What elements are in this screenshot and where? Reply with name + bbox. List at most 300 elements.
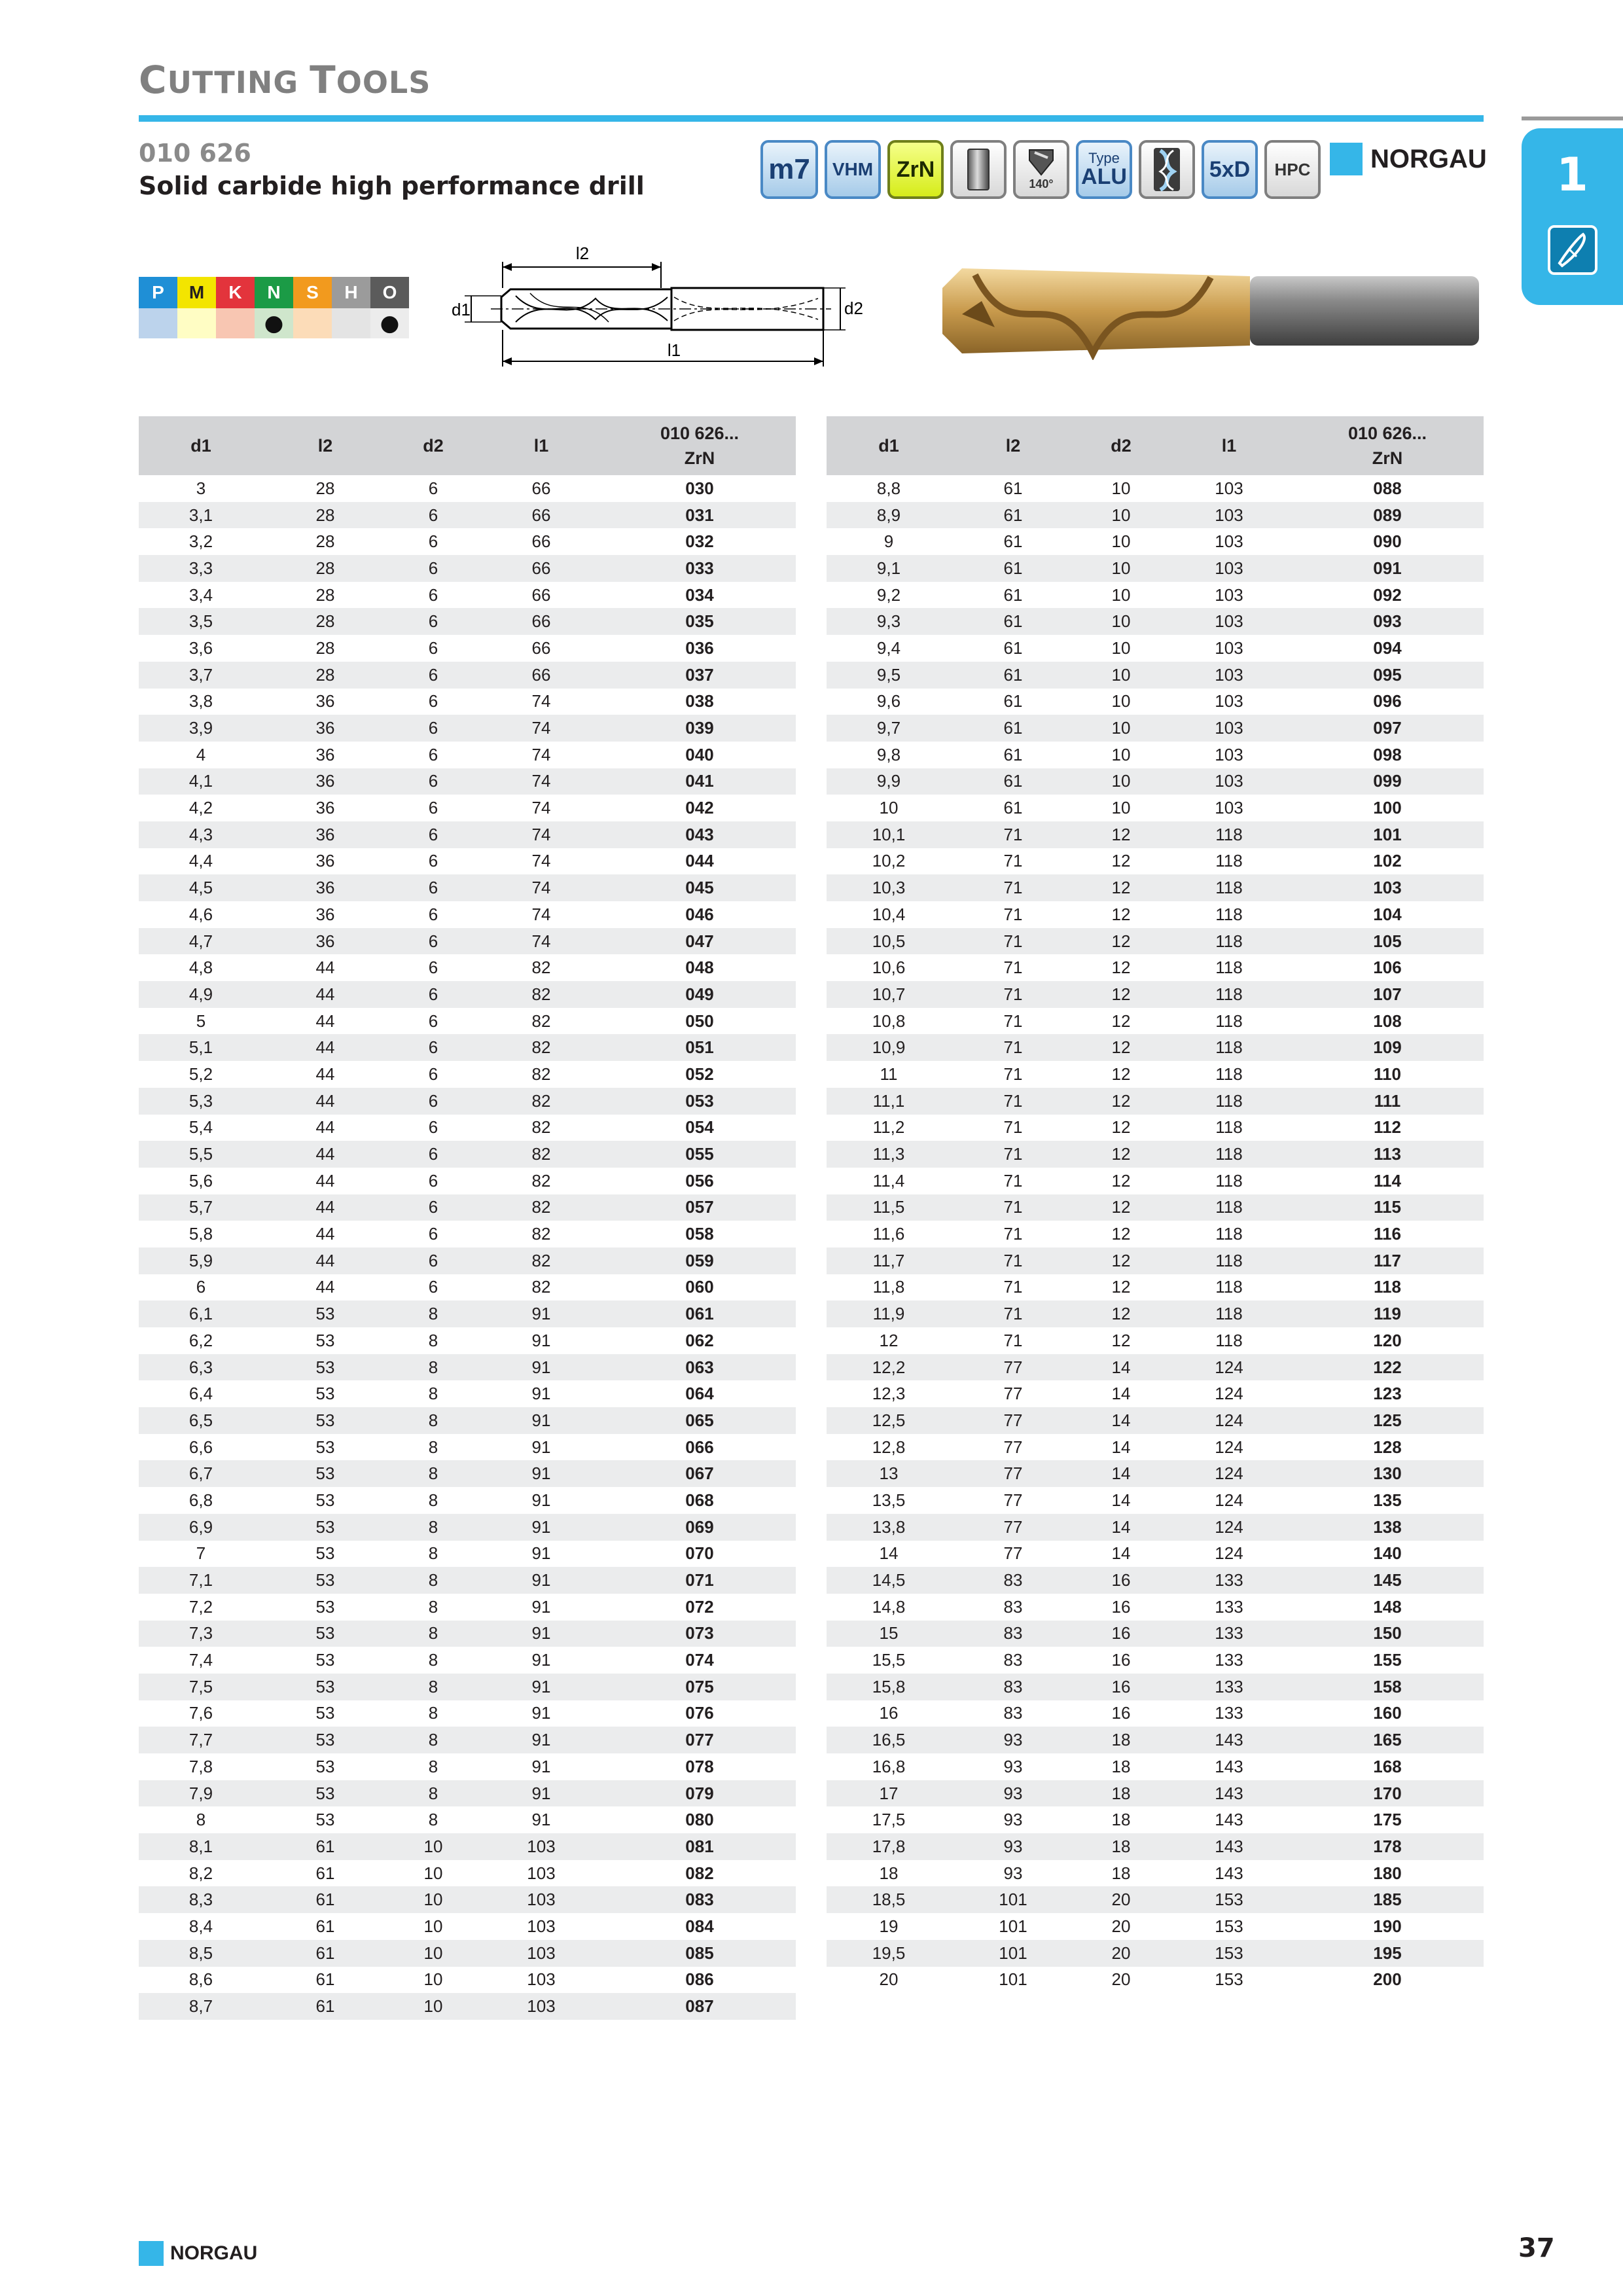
cell-d1: 8,4 bbox=[188, 1916, 213, 1936]
cell-d1: 4,5 bbox=[139, 874, 263, 901]
table-row bbox=[139, 848, 796, 875]
cell-l2: 36 bbox=[263, 874, 387, 901]
cell-d2: 16 bbox=[1075, 1674, 1167, 1700]
cell-l1: 66 bbox=[531, 637, 551, 658]
cell-l1: 103 bbox=[1215, 584, 1243, 605]
table-row bbox=[139, 1780, 796, 1807]
page-number: 37 bbox=[1518, 2233, 1555, 2263]
depth-badge: 5xD bbox=[1202, 140, 1258, 199]
cell-d1: 17,5 bbox=[872, 1810, 906, 1830]
cell-l2: 44 bbox=[315, 1064, 335, 1084]
table-row bbox=[827, 981, 1484, 1008]
cell-l1: 118 bbox=[1167, 821, 1291, 848]
cell-l1: 74 bbox=[531, 798, 551, 818]
cell-d2: 6 bbox=[387, 662, 479, 689]
table-row bbox=[827, 768, 1484, 795]
table-row bbox=[139, 1141, 796, 1168]
cell-d2: 6 bbox=[387, 608, 479, 635]
table-row bbox=[827, 635, 1484, 662]
table-row bbox=[139, 795, 796, 821]
cell-d1: 5,1 bbox=[139, 1034, 263, 1061]
cell-order-code: 107 bbox=[1291, 981, 1484, 1008]
cell-d1: 3,2 bbox=[188, 531, 213, 552]
brand-logo bbox=[1330, 143, 1487, 175]
cell-d1: 16 bbox=[879, 1703, 899, 1723]
cell-l2: 28 bbox=[315, 637, 335, 658]
cell-d2: 14 bbox=[1111, 1437, 1131, 1457]
cell-d1: 5,4 bbox=[188, 1117, 213, 1138]
table-row bbox=[139, 715, 796, 742]
cell-l1: 103 bbox=[1215, 478, 1243, 498]
cell-order-code: 044 bbox=[685, 851, 714, 871]
header-order-code: 010 626... ZrN bbox=[603, 416, 796, 475]
cell-d1: 10,2 bbox=[872, 851, 906, 871]
cell-d2: 16 bbox=[1075, 1567, 1167, 1594]
chapter-tab[interactable] bbox=[1522, 128, 1623, 305]
cell-l1: 74 bbox=[479, 874, 603, 901]
cell-d2: 20 bbox=[1075, 1940, 1167, 1967]
cell-d1: 4,4 bbox=[188, 851, 213, 871]
technical-drawing bbox=[438, 236, 903, 380]
cell-d1: 8,2 bbox=[188, 1863, 213, 1883]
material-code-o: O bbox=[370, 277, 409, 308]
cell-d1: 16,8 bbox=[872, 1756, 906, 1776]
cell-l1: 91 bbox=[479, 1460, 603, 1487]
cell-l1: 103 bbox=[1167, 608, 1291, 635]
cell-l1: 103 bbox=[1215, 691, 1243, 711]
table-row bbox=[139, 662, 796, 689]
cell-d2: 8 bbox=[428, 1596, 438, 1617]
cell-d2: 14 bbox=[1075, 1460, 1167, 1487]
table-row bbox=[139, 582, 796, 609]
cell-l1: 118 bbox=[1167, 981, 1291, 1008]
cell-d2: 14 bbox=[1075, 1354, 1167, 1381]
cell-l2: 77 bbox=[1003, 1437, 1023, 1457]
cell-d1: 3,4 bbox=[188, 584, 213, 605]
cell-l2: 61 bbox=[951, 715, 1075, 742]
table-row bbox=[827, 874, 1484, 901]
cell-d2: 10 bbox=[387, 1993, 479, 2020]
cell-d1: 7,7 bbox=[139, 1727, 263, 1753]
cell-order-code: 108 bbox=[1373, 1011, 1402, 1031]
cell-l1: 74 bbox=[531, 744, 551, 764]
cell-d2: 6 bbox=[387, 1141, 479, 1168]
point-angle-value: 140° bbox=[1029, 177, 1054, 190]
cell-d2: 12 bbox=[1111, 1170, 1131, 1191]
table-row bbox=[139, 1247, 796, 1274]
drawing-label-l1: l1 bbox=[667, 340, 681, 360]
cell-d1: 7,5 bbox=[139, 1674, 263, 1700]
cell-l2: 36 bbox=[315, 851, 335, 871]
header-d2: d2 bbox=[387, 416, 479, 475]
cell-order-code: 072 bbox=[685, 1596, 714, 1617]
cell-d2: 6 bbox=[428, 1277, 438, 1297]
cell-l1: 118 bbox=[1215, 1011, 1243, 1031]
cell-l1: 91 bbox=[479, 1514, 603, 1541]
table-row bbox=[827, 475, 1484, 502]
cell-d1: 6,2 bbox=[188, 1330, 213, 1350]
cell-l1: 74 bbox=[479, 768, 603, 795]
cell-l2: 53 bbox=[263, 1621, 387, 1647]
cell-l1: 103 bbox=[479, 1993, 603, 2020]
footer-logo bbox=[139, 2241, 257, 2266]
cell-l1: 91 bbox=[531, 1810, 551, 1830]
cell-l1: 82 bbox=[531, 958, 551, 978]
cell-d2: 8 bbox=[428, 1810, 438, 1830]
cell-order-code: 059 bbox=[603, 1247, 796, 1274]
cell-l2: 53 bbox=[315, 1490, 335, 1510]
cell-order-code: 118 bbox=[1374, 1277, 1401, 1297]
cell-l1: 91 bbox=[531, 1650, 551, 1670]
material-mark-p bbox=[139, 308, 177, 338]
cell-order-code: 102 bbox=[1373, 851, 1402, 871]
cell-l2: 44 bbox=[315, 1011, 335, 1031]
cell-d1: 12,8 bbox=[872, 1437, 906, 1457]
header-d2: d2 bbox=[1075, 416, 1167, 475]
cell-l1: 91 bbox=[479, 1674, 603, 1700]
cell-l1: 82 bbox=[531, 1117, 551, 1138]
cell-order-code: 033 bbox=[603, 555, 796, 582]
cell-l2: 61 bbox=[315, 1916, 335, 1936]
cell-order-code: 125 bbox=[1291, 1407, 1484, 1434]
cell-l2: 61 bbox=[1003, 744, 1023, 764]
cell-d1: 5 bbox=[196, 1011, 206, 1031]
cell-l2: 71 bbox=[1003, 1064, 1023, 1084]
cell-l2: 101 bbox=[951, 1886, 1075, 1913]
table-row bbox=[827, 795, 1484, 821]
cell-d2: 8 bbox=[428, 1384, 438, 1404]
cell-l1: 91 bbox=[479, 1354, 603, 1381]
cell-d1: 6,4 bbox=[188, 1384, 213, 1404]
cell-order-code: 088 bbox=[1373, 478, 1402, 498]
cell-l2: 44 bbox=[263, 1194, 387, 1221]
material-code-h: H bbox=[332, 277, 370, 308]
cell-d1: 6 bbox=[196, 1277, 206, 1297]
cell-l2: 71 bbox=[951, 821, 1075, 848]
cell-l1: 91 bbox=[531, 1596, 551, 1617]
header-l2: l2 bbox=[263, 416, 387, 475]
cell-order-code: 058 bbox=[685, 1224, 714, 1244]
cell-l1: 91 bbox=[479, 1407, 603, 1434]
type-label: Type bbox=[1088, 150, 1120, 166]
table-row bbox=[827, 1940, 1484, 1967]
cell-l1: 103 bbox=[1167, 715, 1291, 742]
cell-order-code: 185 bbox=[1291, 1886, 1484, 1913]
material-mark-m bbox=[177, 308, 216, 338]
cell-l1: 82 bbox=[479, 1194, 603, 1221]
cell-d2: 8 bbox=[387, 1674, 479, 1700]
cell-order-code: 130 bbox=[1291, 1460, 1484, 1487]
table-row bbox=[139, 1274, 796, 1301]
table-row bbox=[827, 528, 1484, 555]
cell-l2: 53 bbox=[315, 1810, 335, 1830]
cell-l2: 36 bbox=[315, 744, 335, 764]
cell-l2: 83 bbox=[1003, 1596, 1023, 1617]
table-row bbox=[139, 1487, 796, 1514]
cell-l1: 103 bbox=[1215, 531, 1243, 552]
cell-l1: 91 bbox=[531, 1384, 551, 1404]
material-mark-k bbox=[216, 308, 255, 338]
table-row bbox=[139, 742, 796, 768]
cell-d1: 3,9 bbox=[139, 715, 263, 742]
cell-order-code: 050 bbox=[685, 1011, 714, 1031]
table-row bbox=[139, 1061, 796, 1088]
cell-l2: 53 bbox=[315, 1650, 335, 1670]
cell-l1: 133 bbox=[1167, 1567, 1291, 1594]
cell-l2: 71 bbox=[951, 1088, 1075, 1115]
cell-d1: 7 bbox=[196, 1543, 206, 1564]
cell-l2: 93 bbox=[951, 1833, 1075, 1860]
cell-order-code: 116 bbox=[1374, 1224, 1401, 1244]
cell-l2: 77 bbox=[951, 1514, 1075, 1541]
cell-d1: 8,8 bbox=[876, 478, 901, 498]
cell-d2: 8 bbox=[428, 1330, 438, 1350]
cell-order-code: 048 bbox=[685, 958, 714, 978]
cell-order-code: 067 bbox=[603, 1460, 796, 1487]
cylindrical-shank-icon bbox=[950, 140, 1007, 199]
table-row bbox=[139, 1700, 796, 1727]
cell-order-code: 150 bbox=[1291, 1621, 1484, 1647]
cell-order-code: 109 bbox=[1291, 1034, 1484, 1061]
cell-l2: 61 bbox=[1003, 478, 1023, 498]
cell-l2: 61 bbox=[1003, 637, 1023, 658]
cell-order-code: 112 bbox=[1374, 1117, 1401, 1138]
cell-l2: 53 bbox=[263, 1354, 387, 1381]
cell-order-code: 031 bbox=[603, 502, 796, 529]
cell-order-code: 113 bbox=[1291, 1141, 1484, 1168]
cell-d2: 12 bbox=[1075, 1141, 1167, 1168]
cell-d1: 9 bbox=[883, 531, 894, 552]
drill-tip-icon bbox=[1022, 149, 1061, 177]
cell-l2: 53 bbox=[263, 1514, 387, 1541]
cell-l2: 93 bbox=[951, 1780, 1075, 1807]
cell-d1: 3,5 bbox=[139, 608, 263, 635]
cell-l2: 101 bbox=[999, 1969, 1027, 1990]
cell-d2: 14 bbox=[1111, 1490, 1131, 1510]
cell-l1: 103 bbox=[527, 1916, 556, 1936]
cell-order-code: 145 bbox=[1291, 1567, 1484, 1594]
cell-l2: 71 bbox=[1003, 958, 1023, 978]
cell-l2: 36 bbox=[315, 798, 335, 818]
cell-l1: 143 bbox=[1167, 1833, 1291, 1860]
cell-l2: 44 bbox=[315, 1224, 335, 1244]
table-row bbox=[139, 1913, 796, 1940]
cell-d2: 8 bbox=[428, 1650, 438, 1670]
cell-l1: 124 bbox=[1167, 1514, 1291, 1541]
table-row bbox=[139, 1115, 796, 1141]
cell-order-code: 045 bbox=[603, 874, 796, 901]
cell-l1: 66 bbox=[479, 555, 603, 582]
cell-l2: 61 bbox=[1003, 584, 1023, 605]
cell-l1: 118 bbox=[1215, 851, 1243, 871]
table-row bbox=[827, 1407, 1484, 1434]
table-row bbox=[827, 689, 1484, 715]
cell-l1: 74 bbox=[479, 715, 603, 742]
cell-l2: 83 bbox=[1003, 1650, 1023, 1670]
table-row bbox=[827, 1061, 1484, 1088]
cell-d2: 8 bbox=[428, 1703, 438, 1723]
cell-d1: 13,8 bbox=[827, 1514, 951, 1541]
table-row bbox=[139, 1460, 796, 1487]
cell-l1: 103 bbox=[479, 1940, 603, 1967]
cell-d1: 10,8 bbox=[872, 1011, 906, 1031]
table-row bbox=[827, 1967, 1484, 1994]
table-row bbox=[827, 821, 1484, 848]
header-l1: l1 bbox=[1167, 416, 1291, 475]
table-row bbox=[139, 1967, 796, 1994]
cell-l2: 28 bbox=[315, 584, 335, 605]
table-row bbox=[139, 1514, 796, 1541]
table-row bbox=[139, 1567, 796, 1594]
cell-order-code: 078 bbox=[685, 1756, 714, 1776]
cell-l1: 66 bbox=[479, 662, 603, 689]
cell-d1: 7,4 bbox=[188, 1650, 213, 1670]
cell-order-code: 052 bbox=[685, 1064, 714, 1084]
cell-l2: 61 bbox=[315, 1969, 335, 1990]
cell-l1: 118 bbox=[1167, 1300, 1291, 1327]
table-row bbox=[139, 1300, 796, 1327]
cell-d2: 16 bbox=[1111, 1703, 1131, 1723]
cell-d2: 6 bbox=[387, 1088, 479, 1115]
table-row bbox=[827, 1034, 1484, 1061]
cell-l2: 71 bbox=[1003, 1170, 1023, 1191]
cell-order-code: 195 bbox=[1291, 1940, 1484, 1967]
cell-order-code: 084 bbox=[685, 1916, 714, 1936]
cell-l2: 71 bbox=[1003, 904, 1023, 924]
cell-l1: 118 bbox=[1215, 1170, 1243, 1191]
material-code-k: K bbox=[216, 277, 255, 308]
table-row bbox=[139, 555, 796, 582]
brand-square-icon bbox=[139, 2241, 164, 2266]
table-row bbox=[139, 1621, 796, 1647]
brand-name: NORGAU bbox=[1370, 144, 1487, 173]
internal-coolant-icon bbox=[1139, 140, 1195, 199]
cell-d1: 11,3 bbox=[827, 1141, 951, 1168]
table-row bbox=[139, 1806, 796, 1833]
cell-order-code: 178 bbox=[1291, 1833, 1484, 1860]
cell-d2: 6 bbox=[428, 851, 438, 871]
table-row bbox=[139, 954, 796, 981]
cell-l2: 53 bbox=[263, 1727, 387, 1753]
cell-d1: 6,7 bbox=[139, 1460, 263, 1487]
cell-d1: 11,9 bbox=[827, 1300, 951, 1327]
cell-d1: 12 bbox=[879, 1330, 899, 1350]
cell-l2: 71 bbox=[1003, 1277, 1023, 1297]
cell-d1: 3,7 bbox=[139, 662, 263, 689]
cell-d2: 6 bbox=[387, 1194, 479, 1221]
cell-order-code: 043 bbox=[603, 821, 796, 848]
cell-d1: 10,1 bbox=[827, 821, 951, 848]
cell-l1: 82 bbox=[479, 1141, 603, 1168]
table-row bbox=[827, 1247, 1484, 1274]
cell-d2: 8 bbox=[428, 1756, 438, 1776]
cell-l1: 118 bbox=[1215, 958, 1243, 978]
cell-d1: 10,3 bbox=[827, 874, 951, 901]
cell-l2: 61 bbox=[951, 608, 1075, 635]
table-row bbox=[139, 1886, 796, 1913]
cell-order-code: 138 bbox=[1291, 1514, 1484, 1541]
cell-order-code: 030 bbox=[685, 478, 714, 498]
cell-d2: 8 bbox=[387, 1300, 479, 1327]
cell-d1: 12,2 bbox=[827, 1354, 951, 1381]
cell-d2: 6 bbox=[387, 874, 479, 901]
cell-order-code: 190 bbox=[1373, 1916, 1402, 1936]
table-row bbox=[139, 1594, 796, 1621]
cell-d2: 14 bbox=[1075, 1407, 1167, 1434]
cell-l2: 53 bbox=[315, 1596, 335, 1617]
cell-l2: 71 bbox=[1003, 1330, 1023, 1350]
chapter-number: 1 bbox=[1556, 148, 1588, 202]
cell-d1: 5,9 bbox=[139, 1247, 263, 1274]
cell-d2: 10 bbox=[1111, 584, 1131, 605]
cell-l2: 36 bbox=[263, 821, 387, 848]
table-row bbox=[827, 1168, 1484, 1194]
cell-d1: 11,5 bbox=[827, 1194, 951, 1221]
cell-order-code: 055 bbox=[603, 1141, 796, 1168]
cell-d1: 6,5 bbox=[139, 1407, 263, 1434]
cell-l2: 61 bbox=[951, 502, 1075, 529]
cell-l2: 53 bbox=[263, 1407, 387, 1434]
cell-l1: 82 bbox=[531, 1224, 551, 1244]
cell-l2: 28 bbox=[263, 555, 387, 582]
cell-l2: 77 bbox=[951, 1407, 1075, 1434]
cell-order-code: 060 bbox=[685, 1277, 714, 1297]
cell-l2: 61 bbox=[263, 1993, 387, 2020]
cell-l2: 44 bbox=[263, 1088, 387, 1115]
cell-order-code: 037 bbox=[603, 662, 796, 689]
cell-order-code: 042 bbox=[685, 798, 714, 818]
cell-d2: 6 bbox=[387, 715, 479, 742]
cell-d1: 6,1 bbox=[139, 1300, 263, 1327]
cell-l2: 101 bbox=[951, 1940, 1075, 1967]
cell-l2: 53 bbox=[315, 1437, 335, 1457]
cell-d1: 5,7 bbox=[139, 1194, 263, 1221]
cell-d2: 8 bbox=[428, 1490, 438, 1510]
cell-d1: 5,6 bbox=[188, 1170, 213, 1191]
cell-d2: 6 bbox=[428, 798, 438, 818]
cell-l2: 44 bbox=[315, 1277, 335, 1297]
cell-order-code: 114 bbox=[1374, 1170, 1401, 1191]
cell-l1: 103 bbox=[527, 1863, 556, 1883]
cell-l1: 91 bbox=[531, 1703, 551, 1723]
cell-l1: 82 bbox=[531, 1064, 551, 1084]
cell-d1: 14,5 bbox=[827, 1567, 951, 1594]
cell-order-code: 051 bbox=[603, 1034, 796, 1061]
cell-order-code: 128 bbox=[1373, 1437, 1402, 1457]
cell-l1: 143 bbox=[1215, 1863, 1243, 1883]
cell-d2: 8 bbox=[428, 1543, 438, 1564]
table-row bbox=[139, 981, 796, 1008]
cell-l1: 91 bbox=[531, 1543, 551, 1564]
cell-d1: 3,3 bbox=[139, 555, 263, 582]
section-title: CUTTING TOOLS bbox=[139, 58, 431, 102]
table-row bbox=[827, 1567, 1484, 1594]
cell-d2: 12 bbox=[1075, 1247, 1167, 1274]
cell-order-code: 095 bbox=[1291, 662, 1484, 689]
brand-square-icon bbox=[1330, 143, 1363, 175]
cell-d1: 18,5 bbox=[827, 1886, 951, 1913]
cell-l1: 133 bbox=[1167, 1674, 1291, 1700]
table-row bbox=[827, 662, 1484, 689]
cell-l1: 118 bbox=[1215, 1224, 1243, 1244]
table-row bbox=[827, 1274, 1484, 1301]
cell-l2: 44 bbox=[263, 1034, 387, 1061]
cell-d1: 8,9 bbox=[827, 502, 951, 529]
table-row bbox=[827, 1727, 1484, 1753]
cell-d2: 8 bbox=[387, 1514, 479, 1541]
cell-l1: 153 bbox=[1167, 1940, 1291, 1967]
table-row bbox=[827, 1594, 1484, 1621]
